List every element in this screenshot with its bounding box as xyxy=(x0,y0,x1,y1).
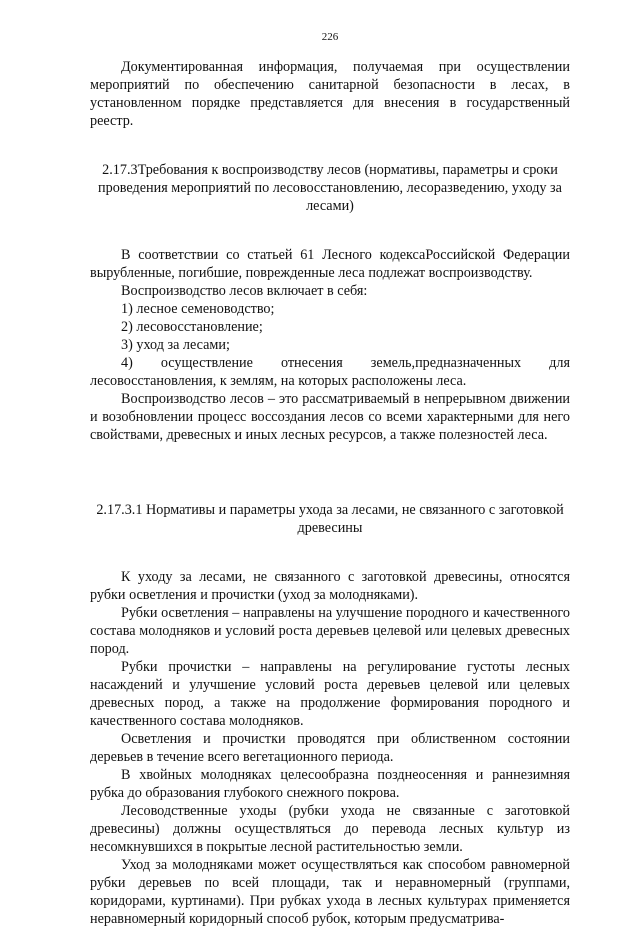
body-paragraph: Рубки прочистки – направлены на регулирование густоты лесных насаждений и улучшение условий роста деревьев целевой или целевых древесных пород, а также на продолжение формирования породного и качественного состава молодняков. xyxy=(90,659,570,729)
section-heading-2-17-3: 2.17.3Требования к воспроизводству лесов (нормативы, параметры и сроки проведения мероприятий по лесовосстановлению, лесоразведению, уходу за лесами) xyxy=(98,162,562,214)
body-paragraph: Рубки осветления – направлены на улучшение породного и качественного состава молодняков и условий роста деревьев целевой или целевых древесных пород. xyxy=(90,605,570,657)
body-paragraph: К уходу за лесами, не связанного с заготовкой древесины, относятся рубки осветления и прочистки (уход за молодняками). xyxy=(90,569,570,603)
section-heading-2-17-3-1: 2.17.3.1 Нормативы и параметры ухода за лесами, не связанного с заготовкой древесины xyxy=(96,502,564,536)
body-paragraph: Лесоводственные уходы (рубки ухода не связанные с заготовкой древесины) должны осуществляться до перевода лесных культур из несомкнувшихся в покрытые лесной растительностью земли. xyxy=(90,803,570,855)
page-number: 226 xyxy=(321,31,339,43)
list-item: 2) лесовосстановление; xyxy=(121,319,263,335)
list-item: 4) осуществление отнесения земель,предназначенных для лесовосстановления, к землям, на которых расположены леса. xyxy=(90,355,570,389)
definition-paragraph: Воспроизводство лесов – это рассматриваемый в непрерывном движении и возобновлении процесс воссоздания лесов со всеми характерными для него свойствами, древесных и иных лесных ресурсов, а также полезностей леса. xyxy=(90,391,570,443)
intro-paragraph: Документированная информация, получаемая при осуществлении мероприятий по обеспечению санитарной безопасности в лесах, в установленном порядке представляется для внесения в государственный реестр. xyxy=(90,59,570,129)
body-paragraph: В хвойных молодняках целесообразна позднеосенняя и раннезимняя рубка до образования глубокого снежного покрова. xyxy=(90,767,570,801)
list-item: 1) лесное семеноводство; xyxy=(121,301,275,317)
includes-paragraph: Воспроизводство лесов включает в себя: xyxy=(121,283,368,299)
body-paragraph: Уход за молодняками может осуществляться как способом равномерной рубки деревьев по всей площади, так и неравномерный (группами, коридорами, куртинами). При рубках ухода в лесных культурах применяется неравномерный коридорный способ рубок, которым предусматрива- xyxy=(90,857,570,927)
body-paragraph: Осветления и прочистки проводятся при облиственном состоянии деревьев в течение всего вегетационного периода. xyxy=(90,731,570,765)
list-item: 3) уход за лесами; xyxy=(121,337,230,353)
article-61-paragraph: В соответствии со статьей 61 Лесного кодексаРоссийской Федерации вырубленные, погибшие, поврежденные леса подлежат воспроизводству. xyxy=(90,247,570,281)
